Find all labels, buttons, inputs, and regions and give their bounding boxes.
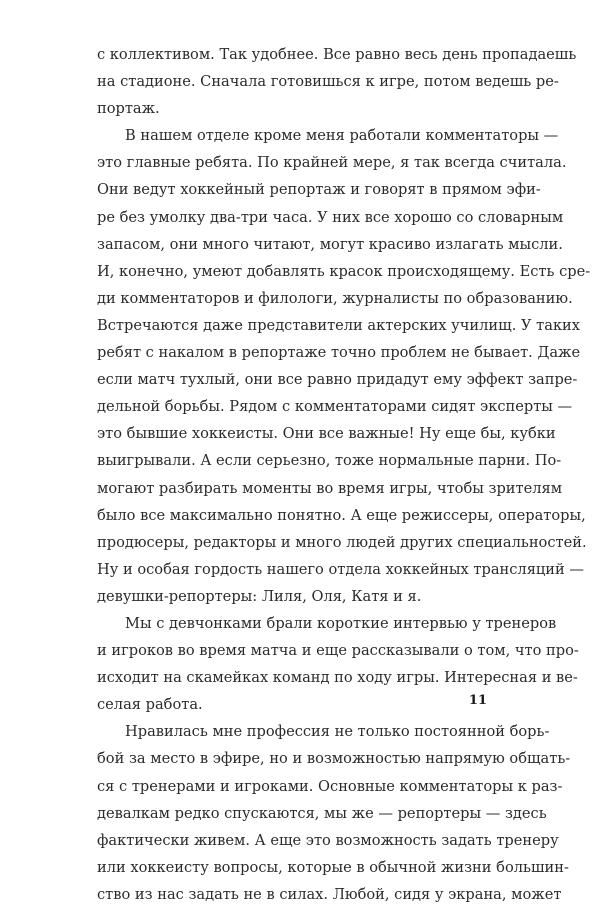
- text-line: с коллективом. Так удобнее. Все равно весь день пропадаешь: [97, 46, 577, 63]
- text-line: Они ведут хоккейный репортаж и говорят в прямом эфи-: [97, 181, 541, 199]
- text-line: на стадионе. Сначала готовишься к игре, потом ведешь ре-: [97, 73, 559, 91]
- text-line: ся с тренерами и игроками. Основные комментаторы к раз-: [97, 777, 563, 795]
- text-line: продюсеры, редакторы и много людей других специальностей.: [97, 533, 587, 551]
- text-line: ство из нас задать не в силах. Любой, сидя у экрана, может: [97, 885, 562, 903]
- text-line: Встречаются даже представители актерских училищ. У таких: [97, 316, 581, 334]
- text-line: исходит на скамейках команд по ходу игры. Интересная и ве-: [97, 669, 578, 687]
- text-line: ре без умолку два-три часа. У них все хорошо со словарным: [97, 208, 564, 226]
- text-line: дельной борьбы. Рядом с комментаторами сидят эксперты —: [97, 398, 573, 416]
- text-line: Нравилась мне профессия не только постоянной борь-: [125, 723, 550, 741]
- text-line: фактически живем. А еще это возможность задать тренеру: [97, 831, 559, 849]
- text-line: или хоккеисту вопросы, которые в обычной жизни большин-: [97, 858, 569, 876]
- text-line: запасом, они много читают, могут красиво излагать мысли.: [97, 235, 563, 253]
- text-line: могают разбирать моменты во время игры, чтобы зрителям: [97, 479, 563, 497]
- text-line: портаж.: [97, 100, 160, 118]
- text-line: было все максимально понятно. А еще режиссеры, операторы,: [97, 506, 586, 524]
- text-line: В нашем отделе кроме меня работали комментаторы —: [125, 127, 559, 145]
- text-line: и игроков во время матча и еще рассказывали о том, что про-: [97, 642, 579, 660]
- text-line: Мы с девчонками брали короткие интервью у тренеров: [125, 614, 557, 632]
- text-line: Ну и особая гордость нашего отдела хоккейных трансляций —: [97, 560, 584, 578]
- text-line: если матч тухлый, они все равно придадут ему эффект запре-: [97, 371, 578, 389]
- text-line: селая работа.: [97, 696, 203, 714]
- text-line: бой за место в эфире, но и возможностью напрямую общать-: [97, 750, 571, 768]
- page-number: 11: [468, 693, 487, 708]
- text-line: ди комментаторов и филологи, журналисты по образованию.: [97, 289, 573, 307]
- text-line: девалкам редко спускаются, мы же — репортеры — здесь: [97, 804, 547, 822]
- text-line: это бывшие хоккеисты. Они все важные! Ну еще бы, кубки: [97, 425, 556, 443]
- text-line: девушки-репортеры: Лиля, Оля, Катя и я.: [97, 587, 422, 605]
- text-line: ребят с накалом в репортаже точно проблем не бывает. Даже: [97, 344, 581, 362]
- text-line: И, конечно, умеют добавлять красок происходящему. Есть сре-: [97, 262, 591, 280]
- text-line: это главные ребята. По крайней мере, я так всегда считала.: [97, 154, 567, 172]
- body-text: [97, 41, 591, 908]
- text-line: выигрывали. А если серьезно, тоже нормальные парни. По-: [97, 452, 562, 470]
